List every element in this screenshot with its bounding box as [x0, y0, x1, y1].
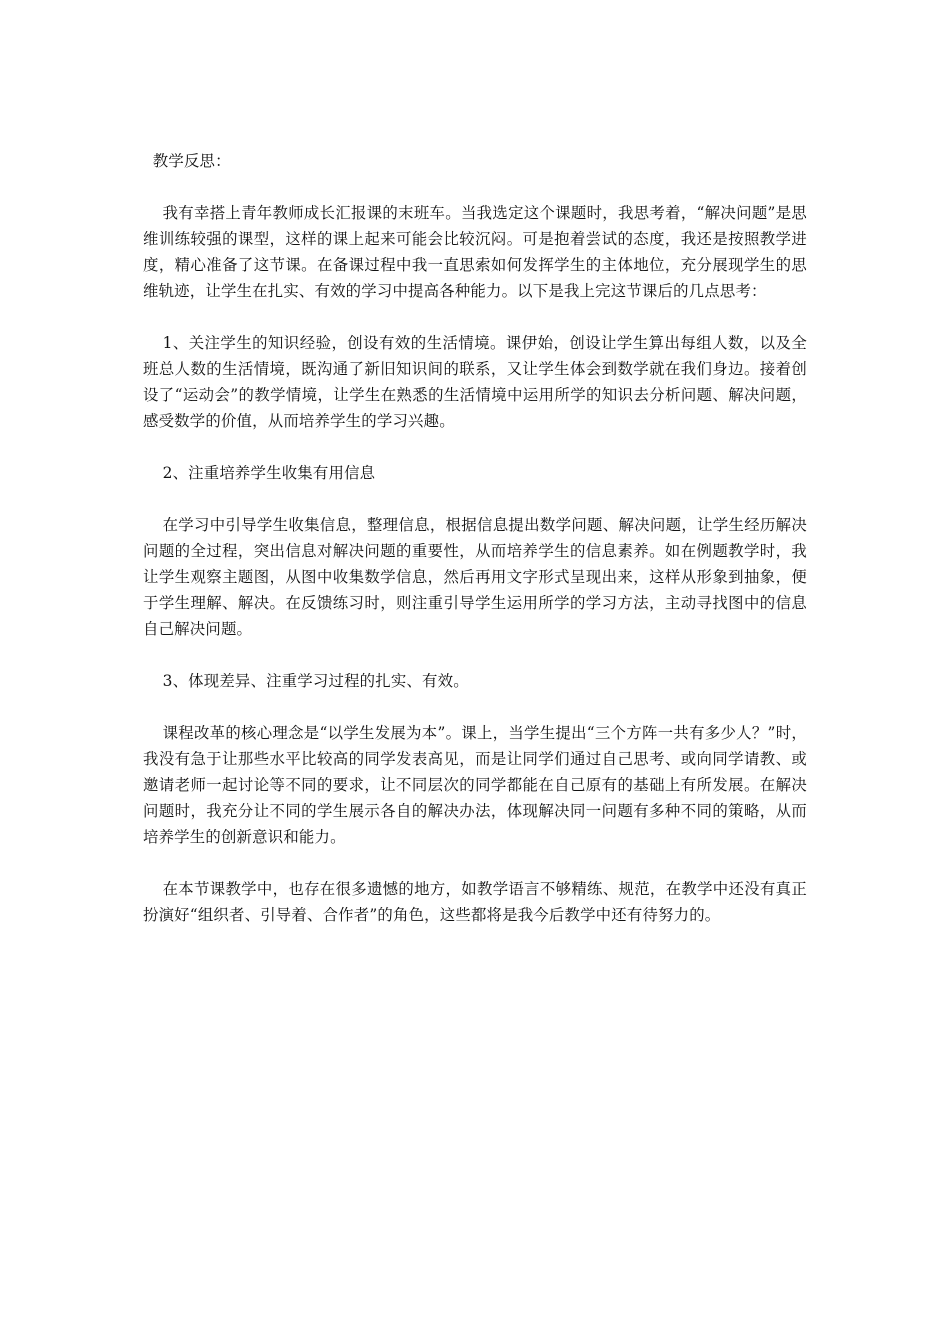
paragraph-conclusion: 在本节课教学中，也存在很多遗憾的地方，如教学语言不够精练、规范，在教学中还没有真正扮演好“组织者、引导着、合作者”的角色，这些都将是我今后教学中还有待努力的。	[143, 880, 807, 924]
document-title: 教学反思：	[152, 152, 231, 170]
paragraph-point-2: 在学习中引导学生收集信息，整理信息，根据信息提出数学问题、解决问题，让学生经历解决问题的全过程，突出信息对解决问题的重要性，从而培养学生的信息素养。如在例题教学时，我让学生观察主题图，从图中收集数学信息，然后再用文字形式呈现出来，这样从形象到抽象，便于学生理解、解决。在反馈练习时，则注重引导学生运用所学的学习方法，主动寻找图中的信息自己解决问题。	[143, 516, 807, 638]
heading-point-3: 3、体现差异、注重学习过程的扎实、有效。	[162, 672, 469, 690]
paragraph-point-3: 课程改革的核心理念是“以学生发展为本”。课上，当学生提出“三个方阵一共有多少人？”时，我没有急于让那些水平比较高的同学发表高见，而是让同学们通过自己思考、或向同学请教、或邀请老师一起讨论等不同的要求，让不同层次的同学都能在自己原有的基础上有所发展。在解决问题时，我充分让不同的学生展示各自的解决办法，体现解决同一问题有多种不同的策略，从而培养学生的创新意识和能力。	[143, 724, 807, 846]
document-body	[143, 148, 807, 954]
paragraph-intro: 我有幸搭上青年教师成长汇报课的末班车。当我选定这个课题时，我思考着，“解决问题”是思维训练较强的课型，这样的课上起来可能会比较沉闷。可是抱着尝试的态度，我还是按照教学进度，精心准备了这节课。在备课过程中我一直思索如何发挥学生的主体地位，充分展现学生的思维轨迹，让学生在扎实、有效的学习中提高各种能力。以下是我上完这节课后的几点思考：	[143, 204, 807, 300]
paragraph-point-1: 1、关注学生的知识经验，创设有效的生活情境。课伊始，创设让学生算出每组人数，以及全班总人数的生活情境，既沟通了新旧知识间的联系，又让学生体会到数学就在我们身边。接着创设了“运动会”的教学情境，让学生在熟悉的生活情境中运用所学的知识去分析问题、解决问题，感受数学的价值，从而培养学生的学习兴趣。	[143, 334, 807, 430]
heading-point-2: 2、注重培养学生收集有用信息	[162, 464, 376, 482]
